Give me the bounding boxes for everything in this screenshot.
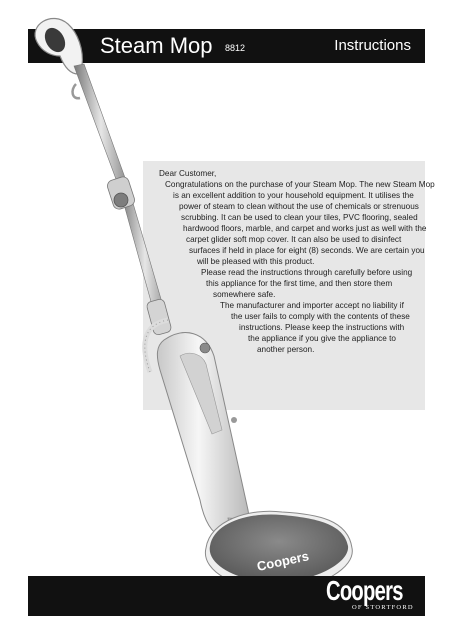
letter-line: hardwood floors, marble, and carpet and works just as well with the xyxy=(183,224,427,233)
letter-line: power of steam to clean without the use of chemicals or strenuous xyxy=(179,202,419,211)
letter-line: is an excellent addition to your household equipment. It utilises the xyxy=(173,191,414,200)
document-subtitle: Instructions xyxy=(334,37,411,54)
model-number: 8812 xyxy=(225,43,246,53)
footer-bar xyxy=(28,576,425,616)
letter-line: Please read the instructions through carefully before using xyxy=(201,268,413,277)
letter-line: somewhere safe. xyxy=(213,290,276,299)
letter-line: this appliance for the first time, and then store them xyxy=(206,279,393,288)
letter-line: will be pleased with this product. xyxy=(197,257,315,266)
document-title: Steam Mop xyxy=(100,33,213,58)
letter-line: another person. xyxy=(257,345,315,354)
letter-line: the appliance if you give the appliance to xyxy=(248,334,396,343)
letter-line: the user fails to comply with the contents of these xyxy=(231,312,410,321)
letter-line: instructions. Please keep the instructions with xyxy=(239,323,405,332)
product-logo: Coopers xyxy=(255,548,311,574)
letter-line: carpet glider soft mop cover. It can also be used to disinfect xyxy=(186,235,402,244)
brand-logo: Coopers xyxy=(326,575,403,606)
letter-line: Congratulations on the purchase of your Steam Mop. The new Steam Mop xyxy=(165,180,435,189)
brand-tagline: OF STORTFORD xyxy=(352,604,414,611)
steam-button-icon xyxy=(200,343,210,353)
letter-line: Dear Customer, xyxy=(159,169,217,178)
letter-line: scrubbing. It can be used to clean your tiles, PVC flooring, sealed xyxy=(181,213,418,222)
letter-line: The manufacturer and importer accept no liability if xyxy=(220,301,404,310)
handle-pole xyxy=(74,64,172,336)
mop-body xyxy=(157,333,262,540)
cord-hook xyxy=(73,84,80,98)
letter-line: surfaces if held in place for eight (8) seconds. We are certain you xyxy=(189,246,425,255)
